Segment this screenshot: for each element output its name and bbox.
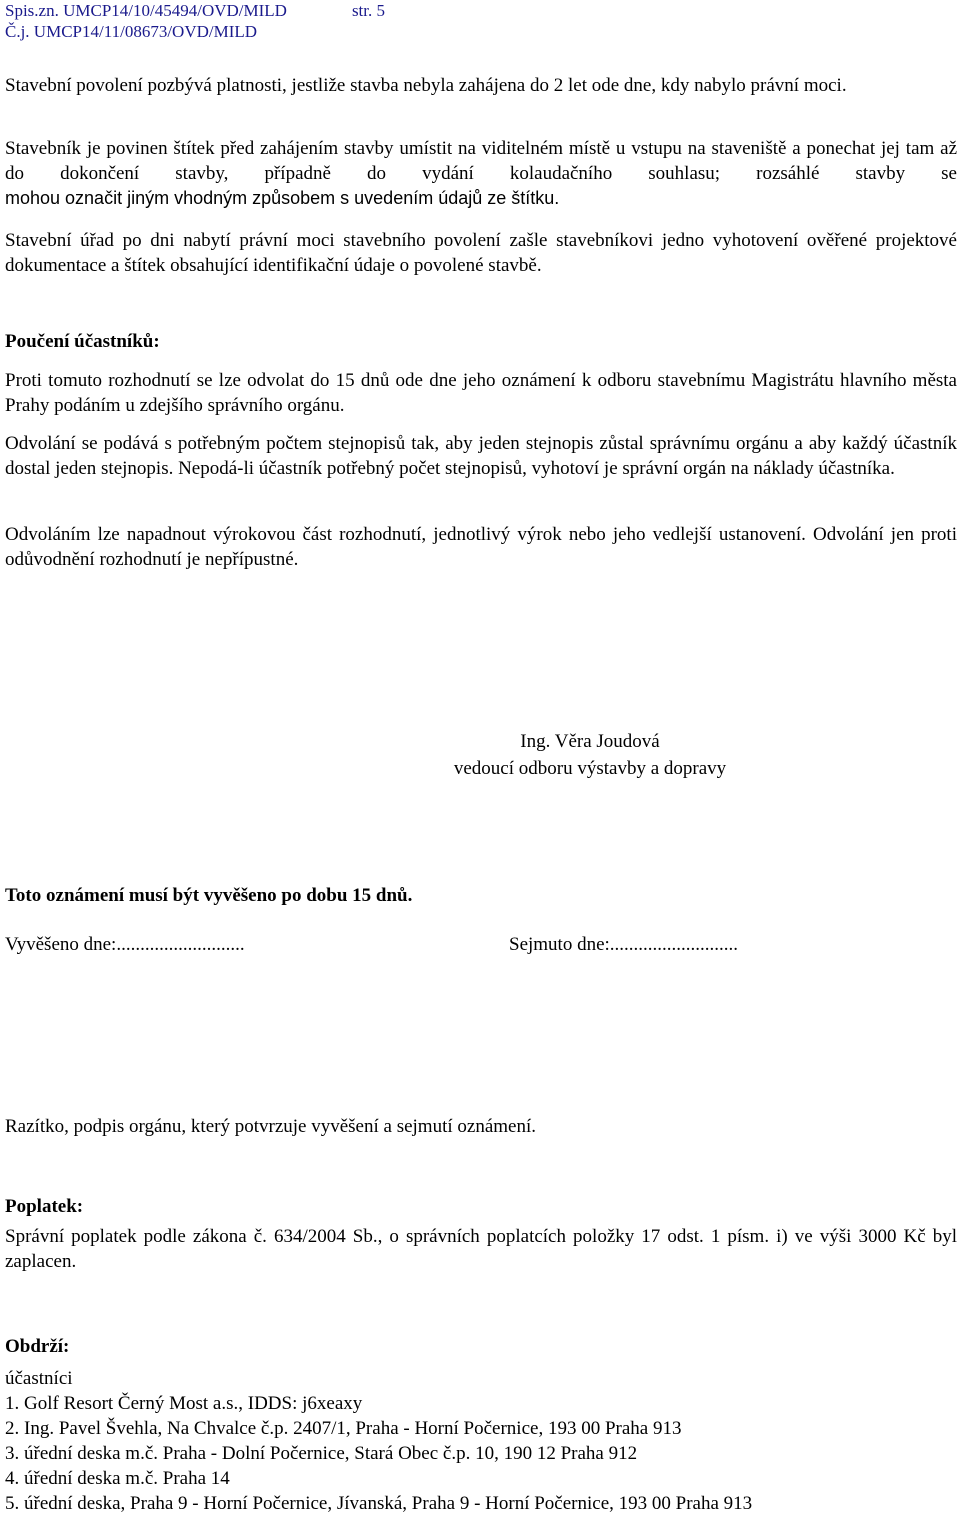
recipients-list (5, 1366, 957, 1516)
fee-heading: Poplatek: (5, 1196, 84, 1217)
file-reference: Spis.zn. UMCP14/10/45494/OVD/MILD (5, 1, 287, 20)
builder-paragraph (5, 136, 957, 211)
copies-paragraph: Odvolání se podává s potřebným počtem stejnopisů tak, aby jeden stejnopis zůstal správnímu orgánu a aby každý účastník dostal jeden stejnopis. Nepodá-li účastník potřebný počet stejnopisů, vyhotoví je správní orgán na náklady účastníka. (5, 433, 957, 479)
validity-paragraph: Stavební povolení pozbývá platnosti, jestliže stavba nebyla zahájena do 2 let ode dne, kdy nabylo právní moci. (5, 75, 847, 96)
builder-paragraph-main: Stavebník je povinen štítek před zahájením stavby umístit na viditelném místě u vstupu na staveniště a ponechat jej tam až do dokončení stavby, případně do vydání kolaudačního souhlasu; rozsáhlé stavby se (5, 138, 957, 184)
page-number: str. 5 (351, 1, 385, 20)
stamp-note: Razítko, podpis orgánu, který potvrzuje vyvěšení a sejmutí oznámení. (5, 1116, 536, 1137)
list-item: 4. úřední deska m.č. Praha 14 (5, 1468, 230, 1489)
posting-notice: Toto oznámení musí být vyvěšeno po dobu 15 dnů. (5, 885, 413, 906)
fee-paragraph: Správní poplatek podle zákona č. 634/2004 Sb., o správních poplatcích položky 17 odst. 1 písm. i) ve výši 3000 Kč byl zaplacen. (5, 1226, 957, 1272)
recipients-heading: Obdrží: (5, 1336, 70, 1357)
list-item: 5. úřední deska, Praha 9 - Horní Počernice, Jívanská, Praha 9 - Horní Počernice, 193 00 Praha 913 (5, 1493, 753, 1514)
appeal-paragraph: Proti tomuto rozhodnutí se lze odvolat do 15 dnů ode dne jeho oznámení k odboru stavebnímu Magistrátu hlavního města Prahy podáním u zdejšího správního orgánu. (5, 370, 957, 416)
posted-date: Vyvěšeno dne:........................... (5, 934, 245, 955)
signatory-title: vedoucí odboru výstavby a dopravy (453, 758, 727, 779)
list-item: 1. Golf Resort Černý Most a.s., IDDS: j6xeaxy (5, 1393, 363, 1414)
recipients-subheading: účastníci (5, 1368, 73, 1389)
instruction-heading: Poučení účastníků: (5, 331, 160, 352)
list-item: 3. úřední deska m.č. Praha - Dolní Počernice, Stará Obec č.p. 10, 190 12 Praha 912 (5, 1443, 638, 1464)
signature-block (330, 728, 850, 782)
building-office-paragraph: Stavební úřad po dni nabytí právní moci stavebního povolení zašle stavebníkovi jedno vyhotovení ověřené projektové dokumentace a štítek obsahující identifikační údaje o povolené stavbě. (5, 230, 957, 276)
builder-paragraph-end: mohou označit jiným vhodným způsobem s uvedením údajů ze štítku. (5, 188, 560, 208)
reference-number: Č.j. UMCP14/11/08673/OVD/MILD (5, 22, 258, 41)
appeal-scope-paragraph: Odvoláním lze napadnout výrokovou část rozhodnutí, jednotlivý výrok nebo jeho vedlejší ustanovení. Odvolání jen proti odůvodnění rozhodnutí je nepřípustné. (5, 524, 957, 570)
document-header (5, 0, 385, 42)
signatory-name: Ing. Věra Joudová (520, 731, 660, 752)
list-item: 2. Ing. Pavel Švehla, Na Chvalce č.p. 2407/1, Praha - Horní Počernice, 193 00 Praha 913 (5, 1418, 682, 1439)
removed-date: Sejmuto dne:........................... (509, 934, 739, 955)
